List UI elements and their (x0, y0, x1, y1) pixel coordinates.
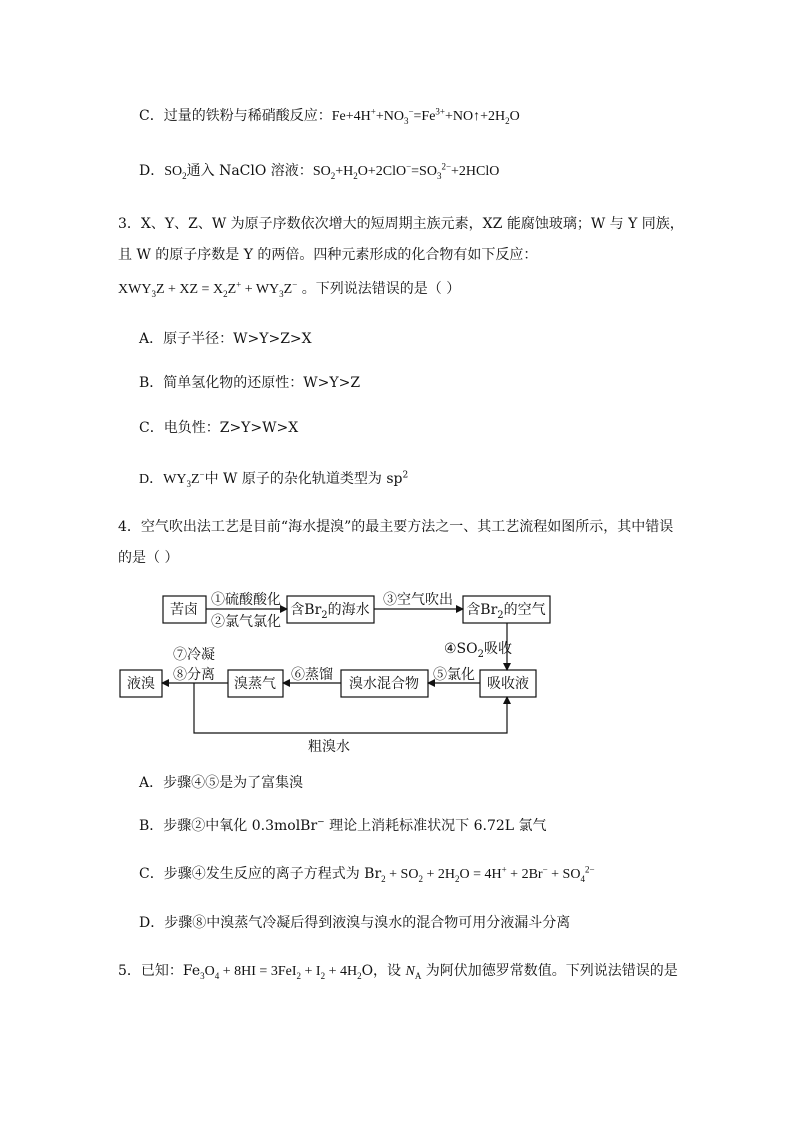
q3-stem-line2: 且 W 的原子序数是 Y 的两倍。四种元素形成的化合物有如下反应： (118, 247, 538, 263)
box-seawater-label: 含$Br_2$的海水 (290, 602, 370, 621)
box-kulu-label: 苦卤 (170, 602, 198, 618)
step8-label: ⑧分离 (173, 667, 215, 683)
step6-label: ⑥蒸馏 (291, 667, 333, 683)
q3-option-d: D．$WY_3Z^-$中 W 原子的杂化轨道类型为 $sp^2$ (139, 469, 409, 489)
step5-label: ⑤氯化 (433, 667, 475, 683)
q3-stem-line1: 3．X、Y、Z、W 为原子序数依次增大的短周期主族元素，XZ 能腐蚀玻璃；W 与 Y 同族， (118, 216, 684, 232)
step3-label: ③空气吹出 (383, 592, 453, 608)
q5-stem: 5．已知：$Fe_3O_4 + 8HI = 3FeI_2 + I_2 + 4H_2O$，设 $N_A$ 为阿伏加德罗常数值。下列说法错误的是 (118, 963, 678, 981)
step1-label: ①硫酸酸化 (211, 592, 281, 608)
step4-label: $④SO_2$吸收 (444, 641, 512, 660)
crude-bromine-water-label: 粗溴水 (308, 739, 350, 755)
q4-option-b: B．步骤②中氧化 0.3molBr− 理论上消耗标准状况下 6.72L 氯气 (139, 817, 547, 834)
q2-option-d: D．$SO_2$通入 NaClO 溶液：$SO_2+H_2O+2ClO^-=SO_3^{2-}+2HClO$ (139, 161, 500, 181)
q4-option-c: C．步骤④发生反应的离子方程式为 $Br_2 + SO_2 + 2H_2O = 4H^+ + 2Br^- + SO_4^{2-}$ (139, 864, 595, 884)
q3-option-c: C．电负性：Z>Y>W>X (139, 420, 299, 436)
q4-option-d: D．步骤⑧中溴蒸气冷凝后得到液溴与溴水的混合物可用分液漏斗分离 (139, 915, 571, 931)
q4-stem-line1: 4．空气吹出法工艺是目前“海水提溴”的最主要方法之一、其工艺流程如图所示，其中错误 (118, 519, 674, 535)
q2-option-c: C．过量的铁粉与稀硝酸反应：$Fe+4H^++NO_3^-=Fe^{3+}+NO↑+2H_2O$ (139, 106, 520, 126)
q4-stem-line2: 的是（ ） (118, 550, 179, 566)
q3-reaction-equation: $XWY_3Z$ + XZ = $X_2Z^+ + WY_3Z^-$ 。下列说法错误的是（ ） (118, 279, 461, 299)
box-absorb-label: 吸收液 (487, 676, 529, 692)
box-liquid-bromine-label: 液溴 (127, 676, 155, 692)
q3-option-a: A．原子半径：W>Y>Z>X (139, 331, 312, 347)
q4-option-a: A．步骤④⑤是为了富集溴 (139, 775, 304, 791)
bromine-extraction-flowchart (110, 585, 570, 755)
box-mixture-label: 溴水混合物 (349, 676, 419, 692)
box-vapor-label: 溴蒸气 (234, 676, 276, 692)
box-air-label: 含$Br_2$的空气 (466, 602, 546, 621)
step7-label: ⑦冷凝 (173, 647, 215, 663)
step2-label: ②氯气氯化 (211, 614, 281, 630)
q3-option-b: B．简单氢化物的还原性：W>Y>Z (139, 375, 361, 391)
